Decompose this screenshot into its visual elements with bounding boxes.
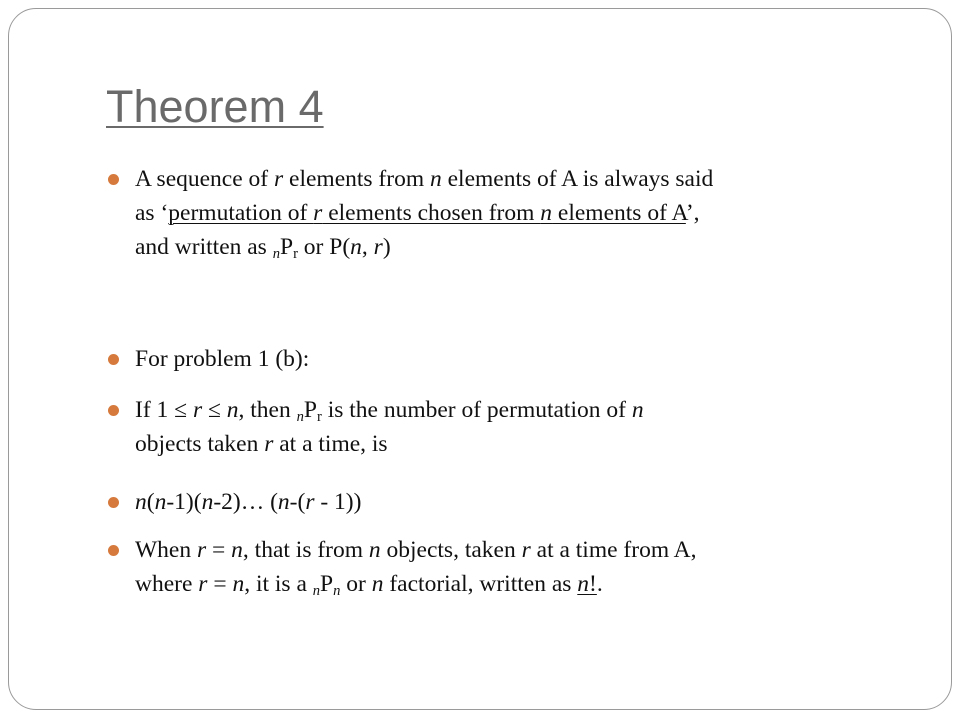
bullet-dot-icon xyxy=(108,497,119,508)
bullet-permutation-count-line-1: If 1 ≤ r ≤ n, then $_nP_r$ is the number of permutation of n xyxy=(135,397,644,426)
bullet-problem-ref-text: For problem 1 (b): xyxy=(135,346,310,372)
bullet-dot-icon xyxy=(108,405,119,416)
bullet-definition-line-2 xyxy=(135,196,906,230)
bullet-factorial-line-2: where r = n, it is a $_nP_n$ or n factorial, written as n!. xyxy=(135,571,603,600)
bullet-definition-line-3: and written as $_nP_r$ or P(n, r) xyxy=(135,234,391,263)
bullet-factorial xyxy=(106,533,906,601)
bullet-dot-icon xyxy=(108,174,119,185)
quote-open: as ‘ xyxy=(135,200,169,226)
bullet-formula-text: n(n-1)(n-2)… (n-(r - 1)) xyxy=(135,489,362,515)
bullet-factorial-line-1: When r = n, that is from n objects, taken r at a time from A, xyxy=(135,537,697,563)
quote-close: ’, xyxy=(685,200,700,226)
slide-title: Theorem 4 xyxy=(106,81,324,132)
bullet-permutation-count xyxy=(106,393,906,461)
bullet-definition-line-1: A sequence of r elements from n elements of A is always said xyxy=(135,166,714,192)
bullet-dot-icon xyxy=(108,545,119,556)
bullet-permutation-count-line-2: objects taken r at a time, is xyxy=(135,431,388,457)
bullet-problem-ref xyxy=(106,342,906,376)
underlined-phrase: permutation of r elements chosen from n elements of A xyxy=(168,200,686,226)
bullet-definition xyxy=(106,162,906,264)
bullet-dot-icon xyxy=(108,354,119,365)
bullet-formula xyxy=(106,485,906,519)
